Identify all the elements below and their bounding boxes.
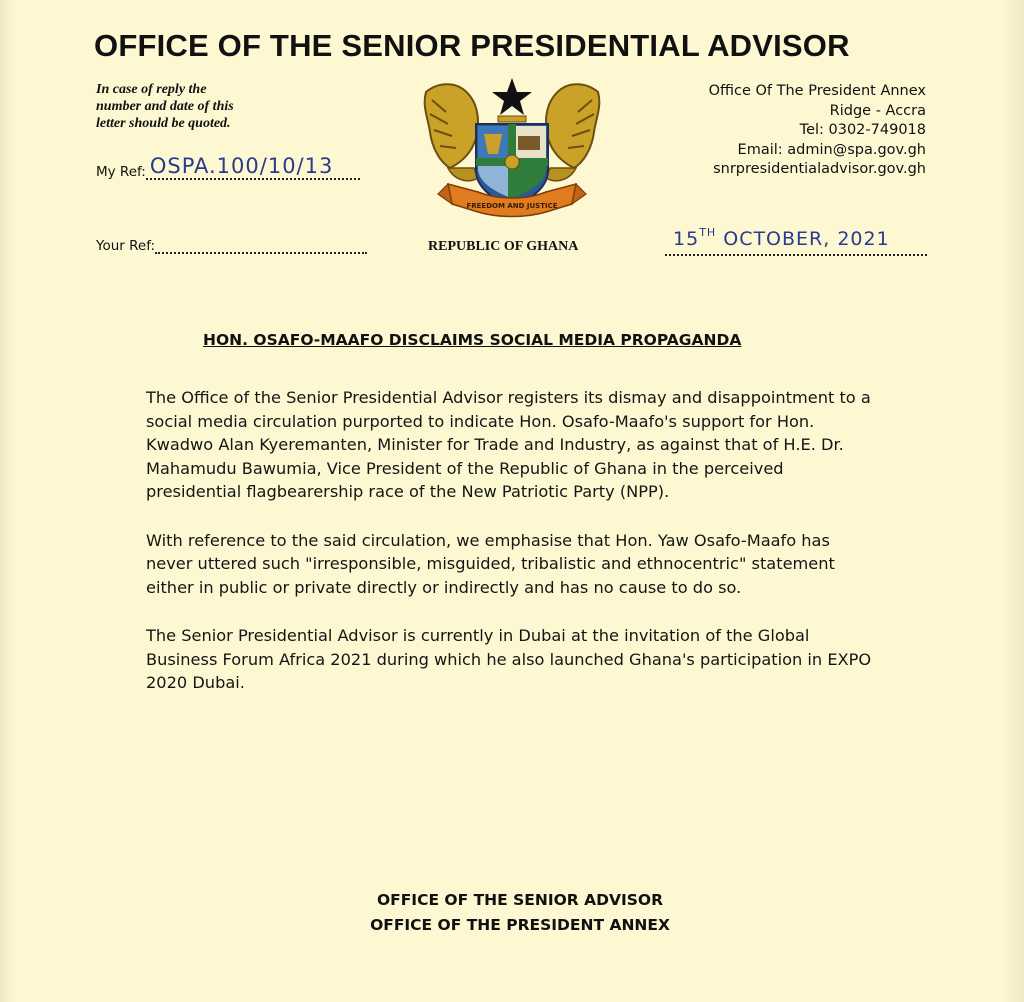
black-star-icon: [492, 78, 532, 115]
your-ref-field: [96, 232, 367, 254]
reply-note-line: In case of reply the: [96, 82, 207, 97]
date-suffix: TH: [699, 226, 717, 239]
reply-note-line: letter should be quoted.: [96, 116, 231, 131]
date-rest: OCTOBER, 2021: [723, 228, 890, 250]
address-line: Email: admin@spa.gov.gh: [737, 141, 926, 158]
signoff-line: OFFICE OF THE SENIOR ADVISOR: [376, 891, 664, 909]
my-ref-field: [96, 154, 360, 180]
signoff-block: [340, 888, 700, 938]
office-address: [709, 82, 926, 180]
address-line: snrpresidentialadvisor.gov.gh: [713, 161, 926, 177]
date-value: [673, 226, 890, 250]
my-ref-line: [146, 154, 360, 180]
body-paragraph: The Office of the Senior Presidential Advisor registers its dismay and disappointment to a social media circulation purported to indicate Hon. Osafo-Maafo's support for Hon. Kwadwo Alan Kyeremanten, Minister for Trade and Industry, as against that of H.E. Dr. Mahamudu Bawumia, Vice President of the Republic of Ghana in the perceived presidential flagbearership race of the New Patriotic Party (NPP).: [146, 388, 871, 501]
coat-of-arms-emblem: [418, 72, 606, 232]
letterhead-title: OFFICE OF THE SENIOR PRESIDENTIAL ADVISOR: [94, 28, 850, 63]
left-eagle-icon: [425, 84, 478, 181]
your-ref-line: [155, 232, 367, 254]
address-line: Tel: 0302-749018: [799, 122, 926, 138]
my-ref-value: OSPA.100/10/13: [149, 154, 334, 178]
right-eagle-icon: [546, 84, 599, 181]
crest-motto: FREEDOM AND JUSTICE: [466, 202, 558, 210]
address-line: Office Of The President Annex: [708, 83, 926, 99]
address-line: Ridge - Accra: [829, 102, 926, 119]
signoff-line: OFFICE OF THE PRESIDENT ANNEX: [370, 916, 670, 934]
reply-note: [96, 81, 296, 132]
your-ref-label: Your Ref:: [96, 238, 156, 254]
body-paragraph: The Senior Presidential Advisor is currently in Dubai at the invitation of the Global Business Forum Africa 2021 during which he also launched Ghana's participation in EXPO 2020 Dubai.: [146, 626, 872, 692]
letter-body: [146, 386, 878, 720]
my-ref-label: My Ref:: [96, 164, 146, 180]
reply-note-line: number and date of this: [96, 99, 234, 114]
letter-headline: HON. OSAFO-MAAFO DISCLAIMS SOCIAL MEDIA PROPAGANDA: [203, 331, 742, 349]
date-field: [665, 224, 927, 256]
republic-label: REPUBLIC OF GHANA: [428, 239, 579, 254]
date-day: 15: [673, 228, 700, 250]
body-paragraph: With reference to the said circulation, we emphasise that Hon. Yaw Osafo-Maafo has never uttered such "irresponsible, misguided, tribalistic and ethnocentric" statement either in public or private directly or indirectly and has no cause to do so.: [146, 530, 835, 597]
shield-icon: [476, 124, 548, 206]
